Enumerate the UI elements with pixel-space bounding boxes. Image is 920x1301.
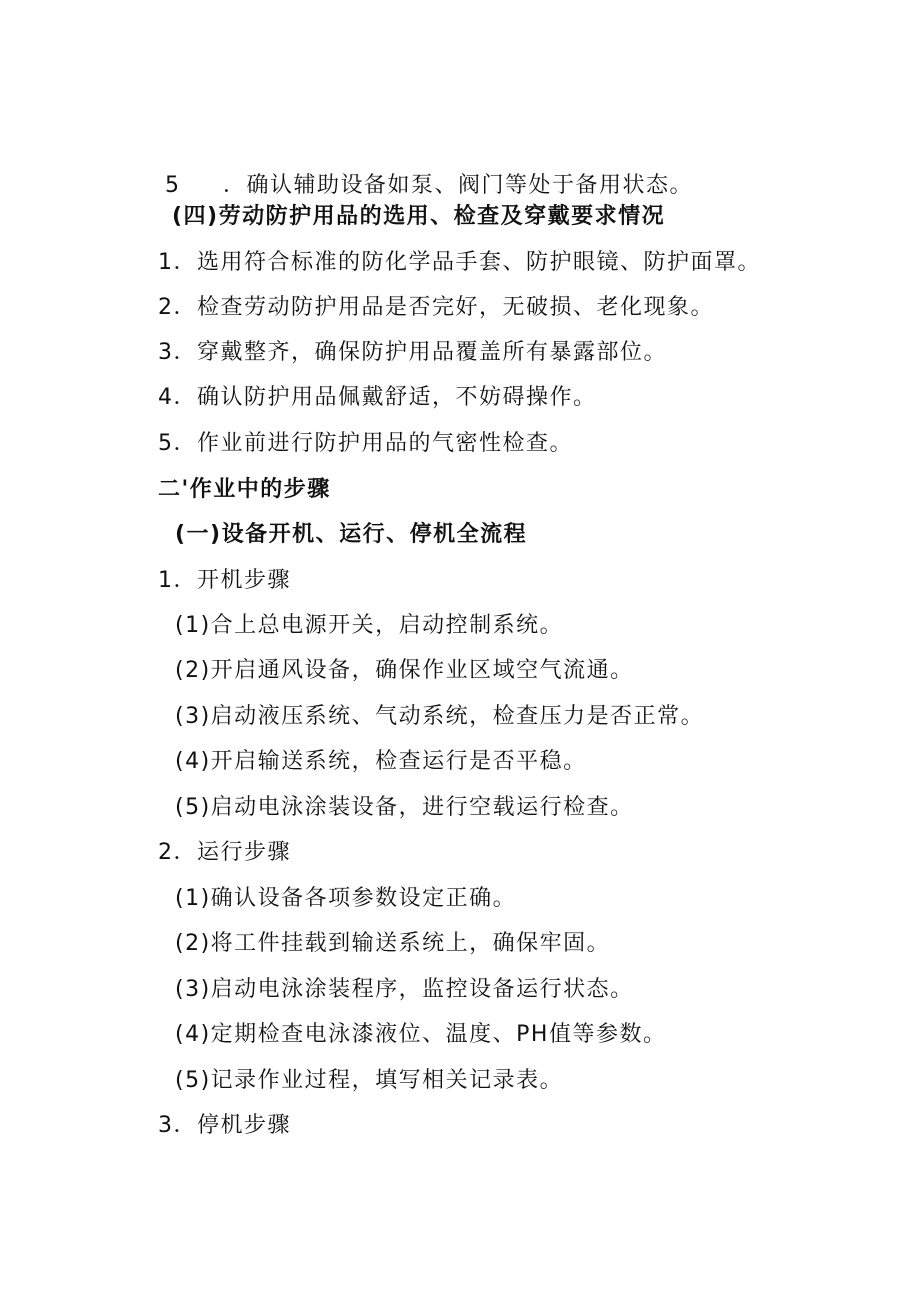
- item-number: 5: [158, 431, 174, 456]
- section-heading: [158, 475, 331, 505]
- item-text: 穿戴整齐，确保防护用品覆盖所有暴露部位。: [197, 340, 668, 365]
- item-text: (3)启动液压系统、气动系统，检查压力是否正常。: [175, 704, 705, 729]
- sub-list-item: [175, 747, 587, 777]
- section-heading: [172, 202, 665, 232]
- item-separator: ．: [173, 385, 198, 410]
- item-text: (1)确认设备各项参数设定正确。: [175, 886, 517, 911]
- sub-list-item: [175, 929, 610, 959]
- item-separator: ．: [173, 840, 198, 865]
- item-text: (3)启动电泳涂装程序，监控设备运行状态。: [175, 977, 634, 1002]
- item-text: 停机步骤: [197, 1113, 292, 1138]
- list-item: [158, 566, 291, 596]
- list-item: [158, 383, 597, 413]
- sub-list-item: [175, 656, 634, 686]
- sub-list-item: [175, 611, 563, 641]
- item-separator: ．: [173, 340, 198, 365]
- item-number: 1: [158, 568, 174, 593]
- sub-list-item: [175, 1020, 666, 1050]
- subsection-heading: [175, 520, 527, 550]
- list-item: [158, 248, 761, 278]
- item-separator: ．: [173, 568, 198, 593]
- item-text: 开机步骤: [197, 568, 292, 593]
- list-item: [158, 429, 573, 459]
- item-separator: ．: [173, 295, 198, 320]
- item-text: 运行步骤: [197, 840, 292, 865]
- item-text: 确认防护用品佩戴舒适，不妨碍操作。: [197, 385, 597, 410]
- item-number: 3: [158, 340, 174, 365]
- item-text: (1)合上总电源开关，启动控制系统。: [175, 613, 564, 638]
- item-number: 2: [158, 295, 174, 320]
- item-text: (5)记录作业过程，填写相关记录表。: [175, 1068, 564, 1093]
- sub-list-item: [175, 884, 516, 914]
- heading-text: (四)劳动防护用品的选用、检查及穿戴要求情况: [172, 204, 666, 229]
- item-number: 4: [158, 385, 174, 410]
- item-text: (4)定期检查电泳漆液位、温度、PH值等参数。: [175, 1022, 667, 1047]
- item-text: 选用符合标准的防化学品手套、防护眼镜、防护面罩。: [197, 250, 762, 275]
- item-text: (2)将工件挂载到输送系统上，确保牢固。: [175, 931, 611, 956]
- list-item: [158, 838, 291, 868]
- sub-list-item: [175, 1066, 563, 1096]
- item-text: 确认辅助设备如泵、阀门等处于备用状态。: [246, 173, 694, 198]
- item-text: 检查劳动防护用品是否完好，无破损、老化现象。: [197, 295, 715, 320]
- item-separator: ．: [173, 250, 198, 275]
- item-separator: ．: [223, 173, 247, 198]
- heading-text: (一)设备开机、运行、停机全流程: [175, 522, 528, 547]
- item-separator: ．: [173, 1113, 198, 1138]
- item-text: (4)开启输送系统，检查运行是否平稳。: [175, 749, 587, 774]
- item-number: 3: [158, 1113, 174, 1138]
- sub-list-item: [175, 793, 634, 823]
- item-number: 5: [165, 173, 181, 198]
- list-item: [158, 1111, 291, 1141]
- sub-list-item: [175, 702, 704, 732]
- item-text: (2)开启通风设备，确保作业区域空气流通。: [175, 658, 634, 683]
- item-text: (5)启动电泳涂装设备，进行空载运行检查。: [175, 795, 634, 820]
- item-text: 作业前进行防护用品的气密性检查。: [197, 431, 574, 456]
- list-item: [165, 171, 693, 201]
- sub-list-item: [175, 975, 634, 1005]
- item-number: 2: [158, 840, 174, 865]
- item-separator: ．: [173, 431, 198, 456]
- item-number: 1: [158, 250, 174, 275]
- list-item: [158, 338, 667, 368]
- list-item: [158, 293, 714, 323]
- heading-text: 二'作业中的步骤: [158, 477, 331, 502]
